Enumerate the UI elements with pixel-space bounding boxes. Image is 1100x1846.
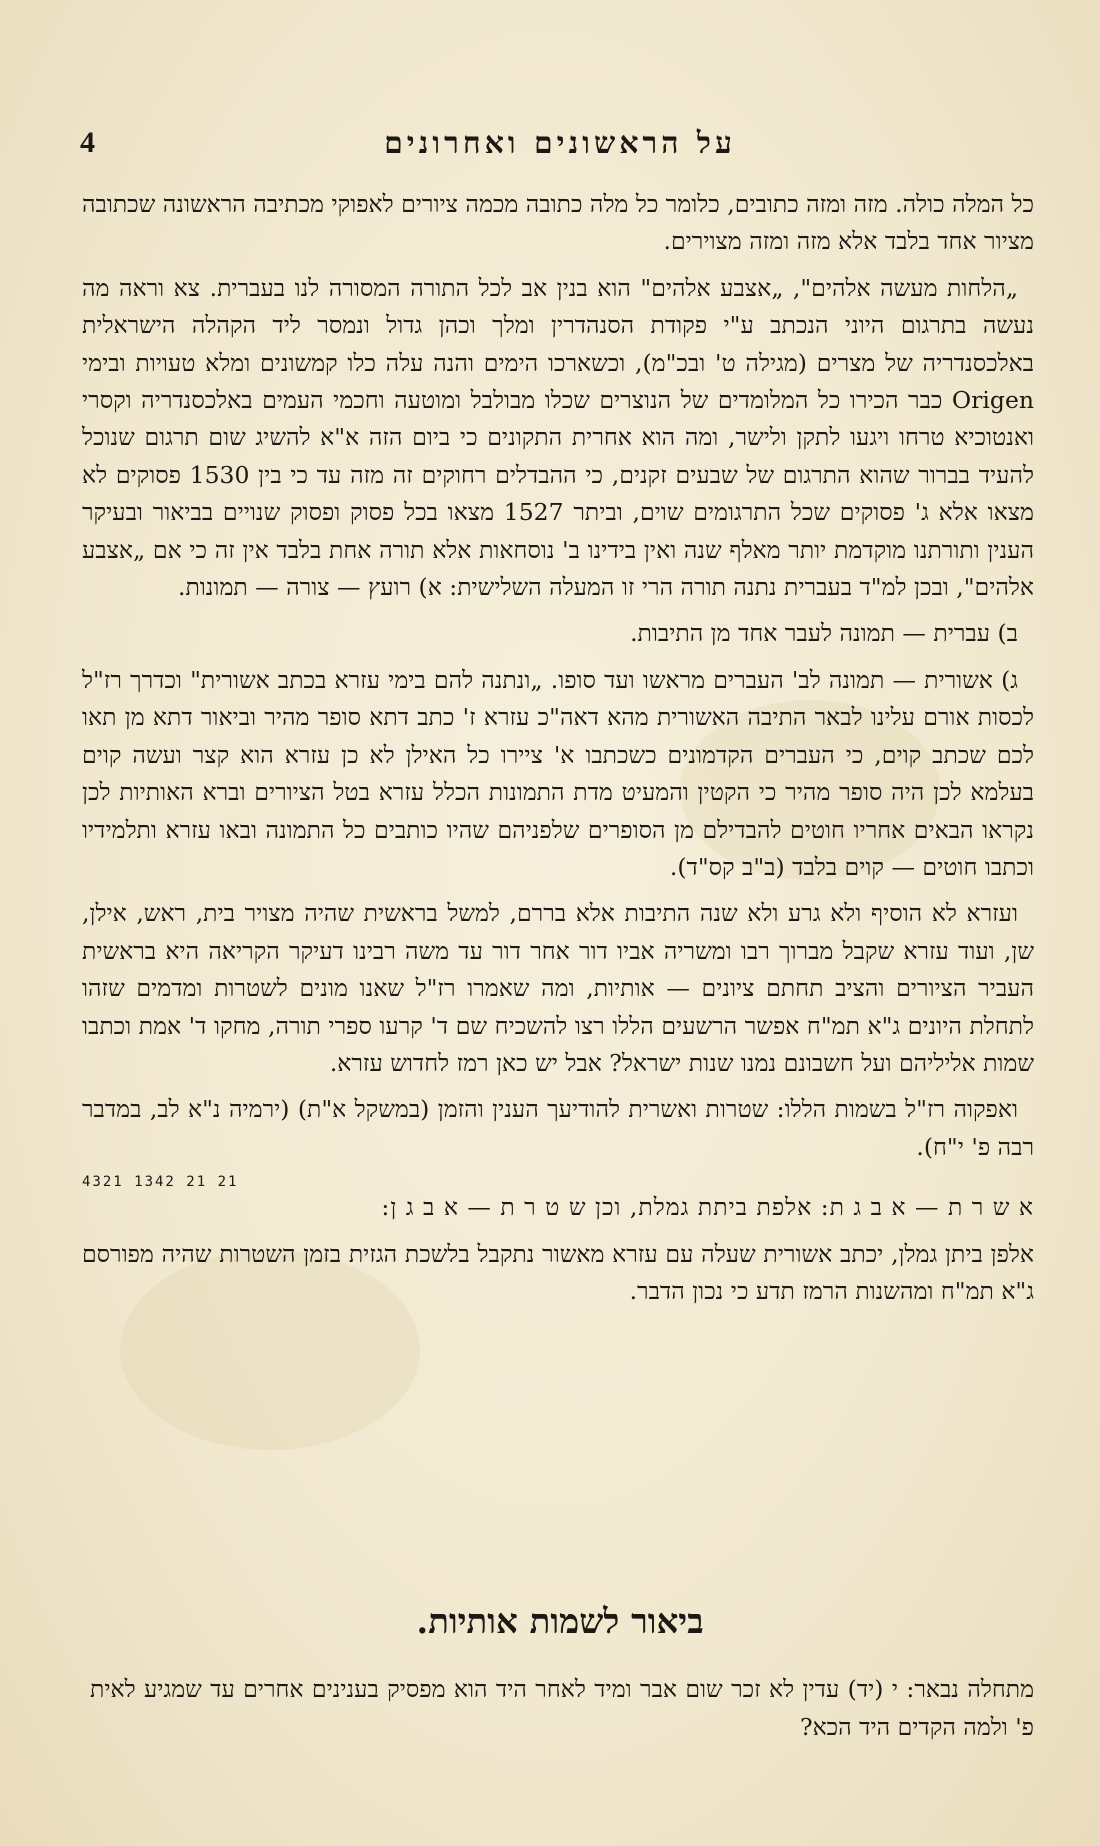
- paragraph: ואפקוה רז"ל בשמות הללו: שטרות ואשרית להודיעך הענין והזמן (במשקל א"ת) (ירמיה נ"א לב, במדבר רבה פ' י"ח).: [82, 1095, 1034, 1161]
- numeral-marks: 4321 1342 21 21: [82, 1174, 239, 1191]
- paragraph: ב) עברית — תמונה לעבר אחד מן התיבות.: [630, 619, 1018, 648]
- paragraph: כל המלה כולה. מזה ומזה כתובים, כלומר כל מלה כתובה מכמה ציורים לאפוקי מכתיבה הראשונה שכתובה מציור אחד בלבד אלא מזה ומזה מצוירים.: [82, 190, 1034, 256]
- paragraph: „הלחות מעשה אלהים", „אצבע אלהים" הוא בנין אב לכל התורה המסורה לנו בעברית. צא וראה מה נעשה בתרגום היוני הנכתב ע"י פקודת הסנהדרין ומלך וכהן גדול ונמסר ליד הקהלה הישראלית באלכסנדריה של מצרים (מגילה ט' ובכ"מ), וכשארכו הימים והנה עלה כלו קמשונים ומלא טעויות ובימי Origen כבר הכירו כל המלומדים של הנוצרים שכלו מבולבל ומוטעה וחכמי העמים באלכסנדריה וקסרי ואנטוכיא טרחו ויגעו לתקן ולישר, ומה הוא אחרית התקונים כי ביום הזה א"א להשיג שום תרגום שנוכל להעיד בברור שהוא התרגום של שבעים זקנים, כי ההבדלים רחוקים זה מזה עד כי בין 1530 פסוקים לא מצאו אלא ג' פסוקים שכל התרגומים שוים, וביתר 1527 מצאו בכל פסוק ופסוק שנויים בביאור ובעיקר הענין ותורתנו מוקדמת יותר מאלף שנה ואין בידינו ב' נוסחאות אלא תורה אחת בלבד אין זה כי אם „אצבע אלהים", ובכן למ"ד בעברית נתנה תורה הרי זו המעלה השלישית: א) רועץ — צורה — תמונות.: [82, 273, 1034, 602]
- paragraph: ועזרא לא הוסיף ולא גרע ולא שנה התיבות אלא בררם, למשל בראשית שהיה מצויר בית, ראש, אילן, שן, ועוד עזרא שקבל מברוך רבו ומשריה אביו דור אחר דור עד משה רבינו דעיקר הקריאה היא בראשית העביר הציורים והציב תחתם ציונים — אותיות, ומה שאמרו רז"ל שאנו מונים לשטרות ומדמים שזהו לתחלת היונים ג"א תמ"ח אפשר הרשעים הללו רצו להשכיח שם ד' קרעו ספרי תורה, מחקו ד' אמת וכתבו שמות אליליהם ועל חשבונם נמנו שנות ישראל? אבל יש כאן רמז לחדוש עזרא.: [82, 899, 1034, 1077]
- paragraph: אלפן ביתן גמלן, יכתב אשורית שעלה עם עזרא מאשור נתקבל בלשכת הגזית בזמן השטרות שהיה מפורסם ג"א תמ"ח ומהשנות הרמז תדע כי נכון הדבר.: [82, 1239, 1034, 1305]
- paragraph: מתחלה נבאר: י (יד) עדין לא זכר שום אבר ומיד לאחר היד הוא מפסיק בענינים אחרים עד שמגיע לאית פ' ולמה הקדים היד הכא?: [90, 1675, 1034, 1741]
- closing-paragraph: [90, 1670, 1034, 1746]
- page-number: 4: [80, 126, 95, 159]
- main-text: [82, 186, 1034, 1319]
- paragraph: ג) אשורית — תמונה לב' העברים מראשו ועד סופו. „ונתנה להם בימי עזרא בכתב אשורית" וכדרך רז"ל לכסות אורם עלינו לבאר התיבה האשורית מהא דאה"כ עזרא ז' כתב דתא סופר מהיר וביאור דתא מן תאו לכם שכתב קוים, כי העברים הקדמונים כשכתבו א' ציירו כל האילן לא כן עזרא הוא קצר ועשה קוים בעלמא לכן היה סופר מהיר כי הקטין והמעיט מדת התמונות הכלל עזרא בטל הציורים וברא האותיות לכן נקראו הבאים אחריו חוטים להבדילם מן הסופרים שלפניהם שהיו כותבים כל התמונה ובאו עזרא ותלמידיו וכתבו חוטים — קוים בלבד (ב"ב קס"ד).: [82, 665, 1034, 881]
- section-title: ביאור לשמות אותיות.: [416, 1602, 704, 1642]
- formula-line: א ש ר ת — א ב ג ת: אלפת ביתת גמלת, וכן ש ט ר ת — א ב ג ן:: [381, 1193, 1034, 1222]
- page-header: [80, 126, 1040, 166]
- running-head: על הראשונים ואחרונים: [384, 126, 736, 161]
